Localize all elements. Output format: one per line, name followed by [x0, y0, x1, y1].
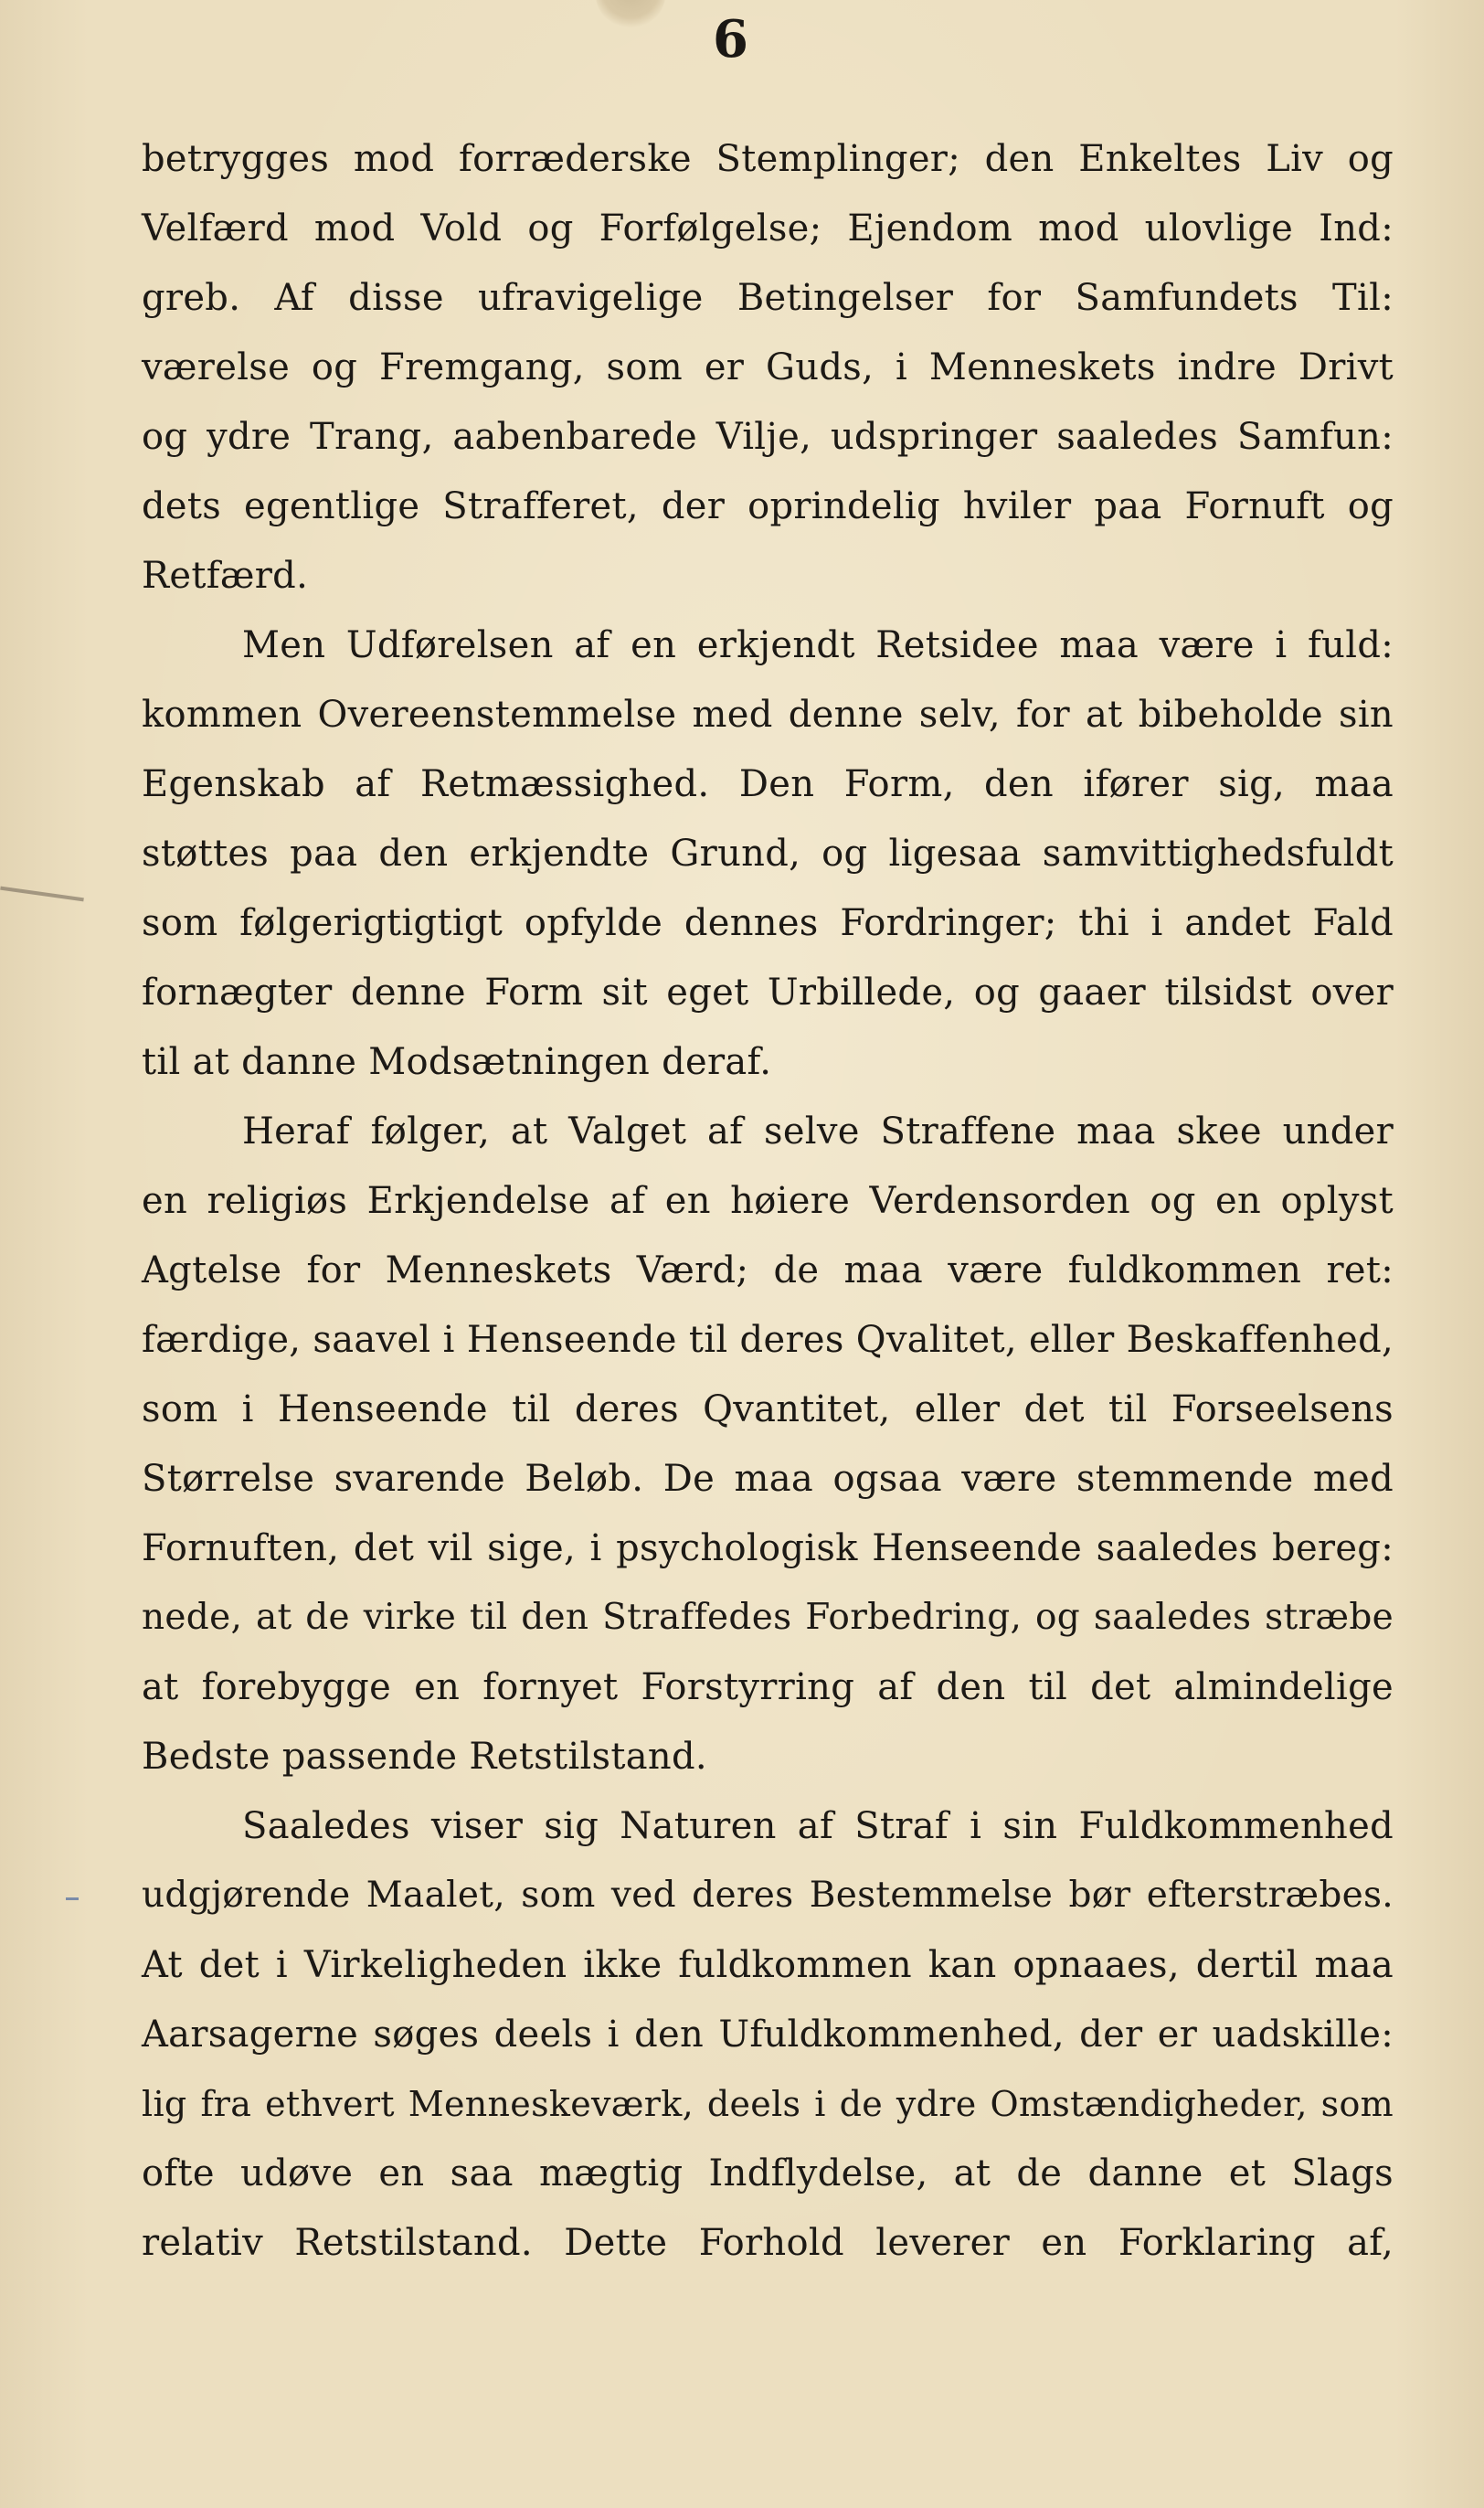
text-line: Egenskab af Retmæssighed. Den Form, den ifører sig, maa — [142, 763, 1394, 805]
text-line: lig fra ethvert Menneskeværk, deels i de ydre Omstændigheder, som — [142, 2084, 1394, 2124]
text-line: og ydre Trang, aabenbarede Vilje, udspringer saaledes Samfun: — [142, 416, 1394, 458]
text-line: udgjørende Maalet, som ved deres Bestemmelse bør efterstræbes. — [142, 1875, 1394, 1916]
text-line: Men Udførelsen af en erkjendt Retsidee maa være i fuld: — [242, 624, 1394, 666]
text-line: betrygges mod forræderske Stemplinger; den Enkeltes Liv og — [142, 138, 1394, 180]
text-line: fornægter denne Form sit eget Urbillede, og gaaer tilsidst over — [142, 972, 1394, 1014]
text-line: værelse og Fremgang, som er Guds, i Menneskets indre Drivt — [142, 346, 1394, 388]
text-line: Fornuften, det vil sige, i psychologisk Henseende saaledes bereg: — [142, 1527, 1394, 1569]
text-line: færdige, saavel i Henseende til deres Qvalitet, eller Beskaffenhed, — [142, 1319, 1394, 1361]
page-number: 6 — [713, 9, 748, 69]
text-line: støttes paa den erkjendte Grund, og ligesaa samvittighedsfuldt — [142, 833, 1394, 875]
paper-hole — [596, 0, 665, 27]
text-line: at forebygge en fornyet Forstyrring af den til det almindelige — [142, 1666, 1394, 1708]
text-line: greb. Af disse ufravigelige Betingelser for Samfundets Til: — [142, 277, 1394, 319]
text-line: dets egentlige Strafferet, der oprindelig hviler paa Fornuft og — [142, 485, 1394, 527]
body-text — [142, 124, 1394, 2278]
text-line: At det i Virkeligheden ikke fuldkommen kan opnaaes, dertil maa — [142, 1944, 1394, 1986]
text-line: nede, at de virke til den Straffedes Forbedring, og saaledes stræbe — [142, 1597, 1394, 1638]
text-line: Velfærd mod Vold og Forfølgelse; Ejendom mod ulovlige Ind: — [142, 207, 1394, 250]
text-line: Saaledes viser sig Naturen af Straf i sin Fuldkommenhed — [242, 1805, 1394, 1847]
text-line: til at danne Modsætningen deraf. — [142, 1041, 772, 1083]
text-line: Aarsagerne søges deels i den Ufuldkommenhed, der er uadskille: — [142, 2014, 1394, 2056]
text-line: Retfærd. — [142, 555, 309, 597]
text-line: Agtelse for Menneskets Værd; de maa være fuldkommen ret: — [142, 1249, 1394, 1291]
text-line: Størrelse svarende Beløb. De maa ogsaa være stemmende med — [142, 1458, 1394, 1500]
text-line: Heraf følger, at Valget af selve Straffene maa skee under — [242, 1111, 1394, 1153]
text-line: Bedste passende Retstilstand. — [142, 1736, 707, 1778]
text-line: som følgerigtigtigt opfylde dennes Fordringer; thi i andet Fald — [142, 902, 1394, 944]
text-line: ofte udøve en saa mægtig Indflydelse, at de danne et Slags — [142, 2152, 1394, 2194]
margin-mark — [66, 1897, 79, 1900]
margin-mark — [0, 887, 84, 902]
text-line: kommen Overeenstemmelse med denne selv, for at bibeholde sin — [142, 694, 1394, 736]
text-line: som i Henseende til deres Qvantitet, eller det til Forseelsens — [142, 1388, 1394, 1430]
text-line: en religiøs Erkjendelse af en høiere Verdensorden og en oplyst — [142, 1180, 1394, 1222]
text-line: relativ Retstilstand. Dette Forhold leverer en Forklaring af, — [142, 2222, 1394, 2264]
